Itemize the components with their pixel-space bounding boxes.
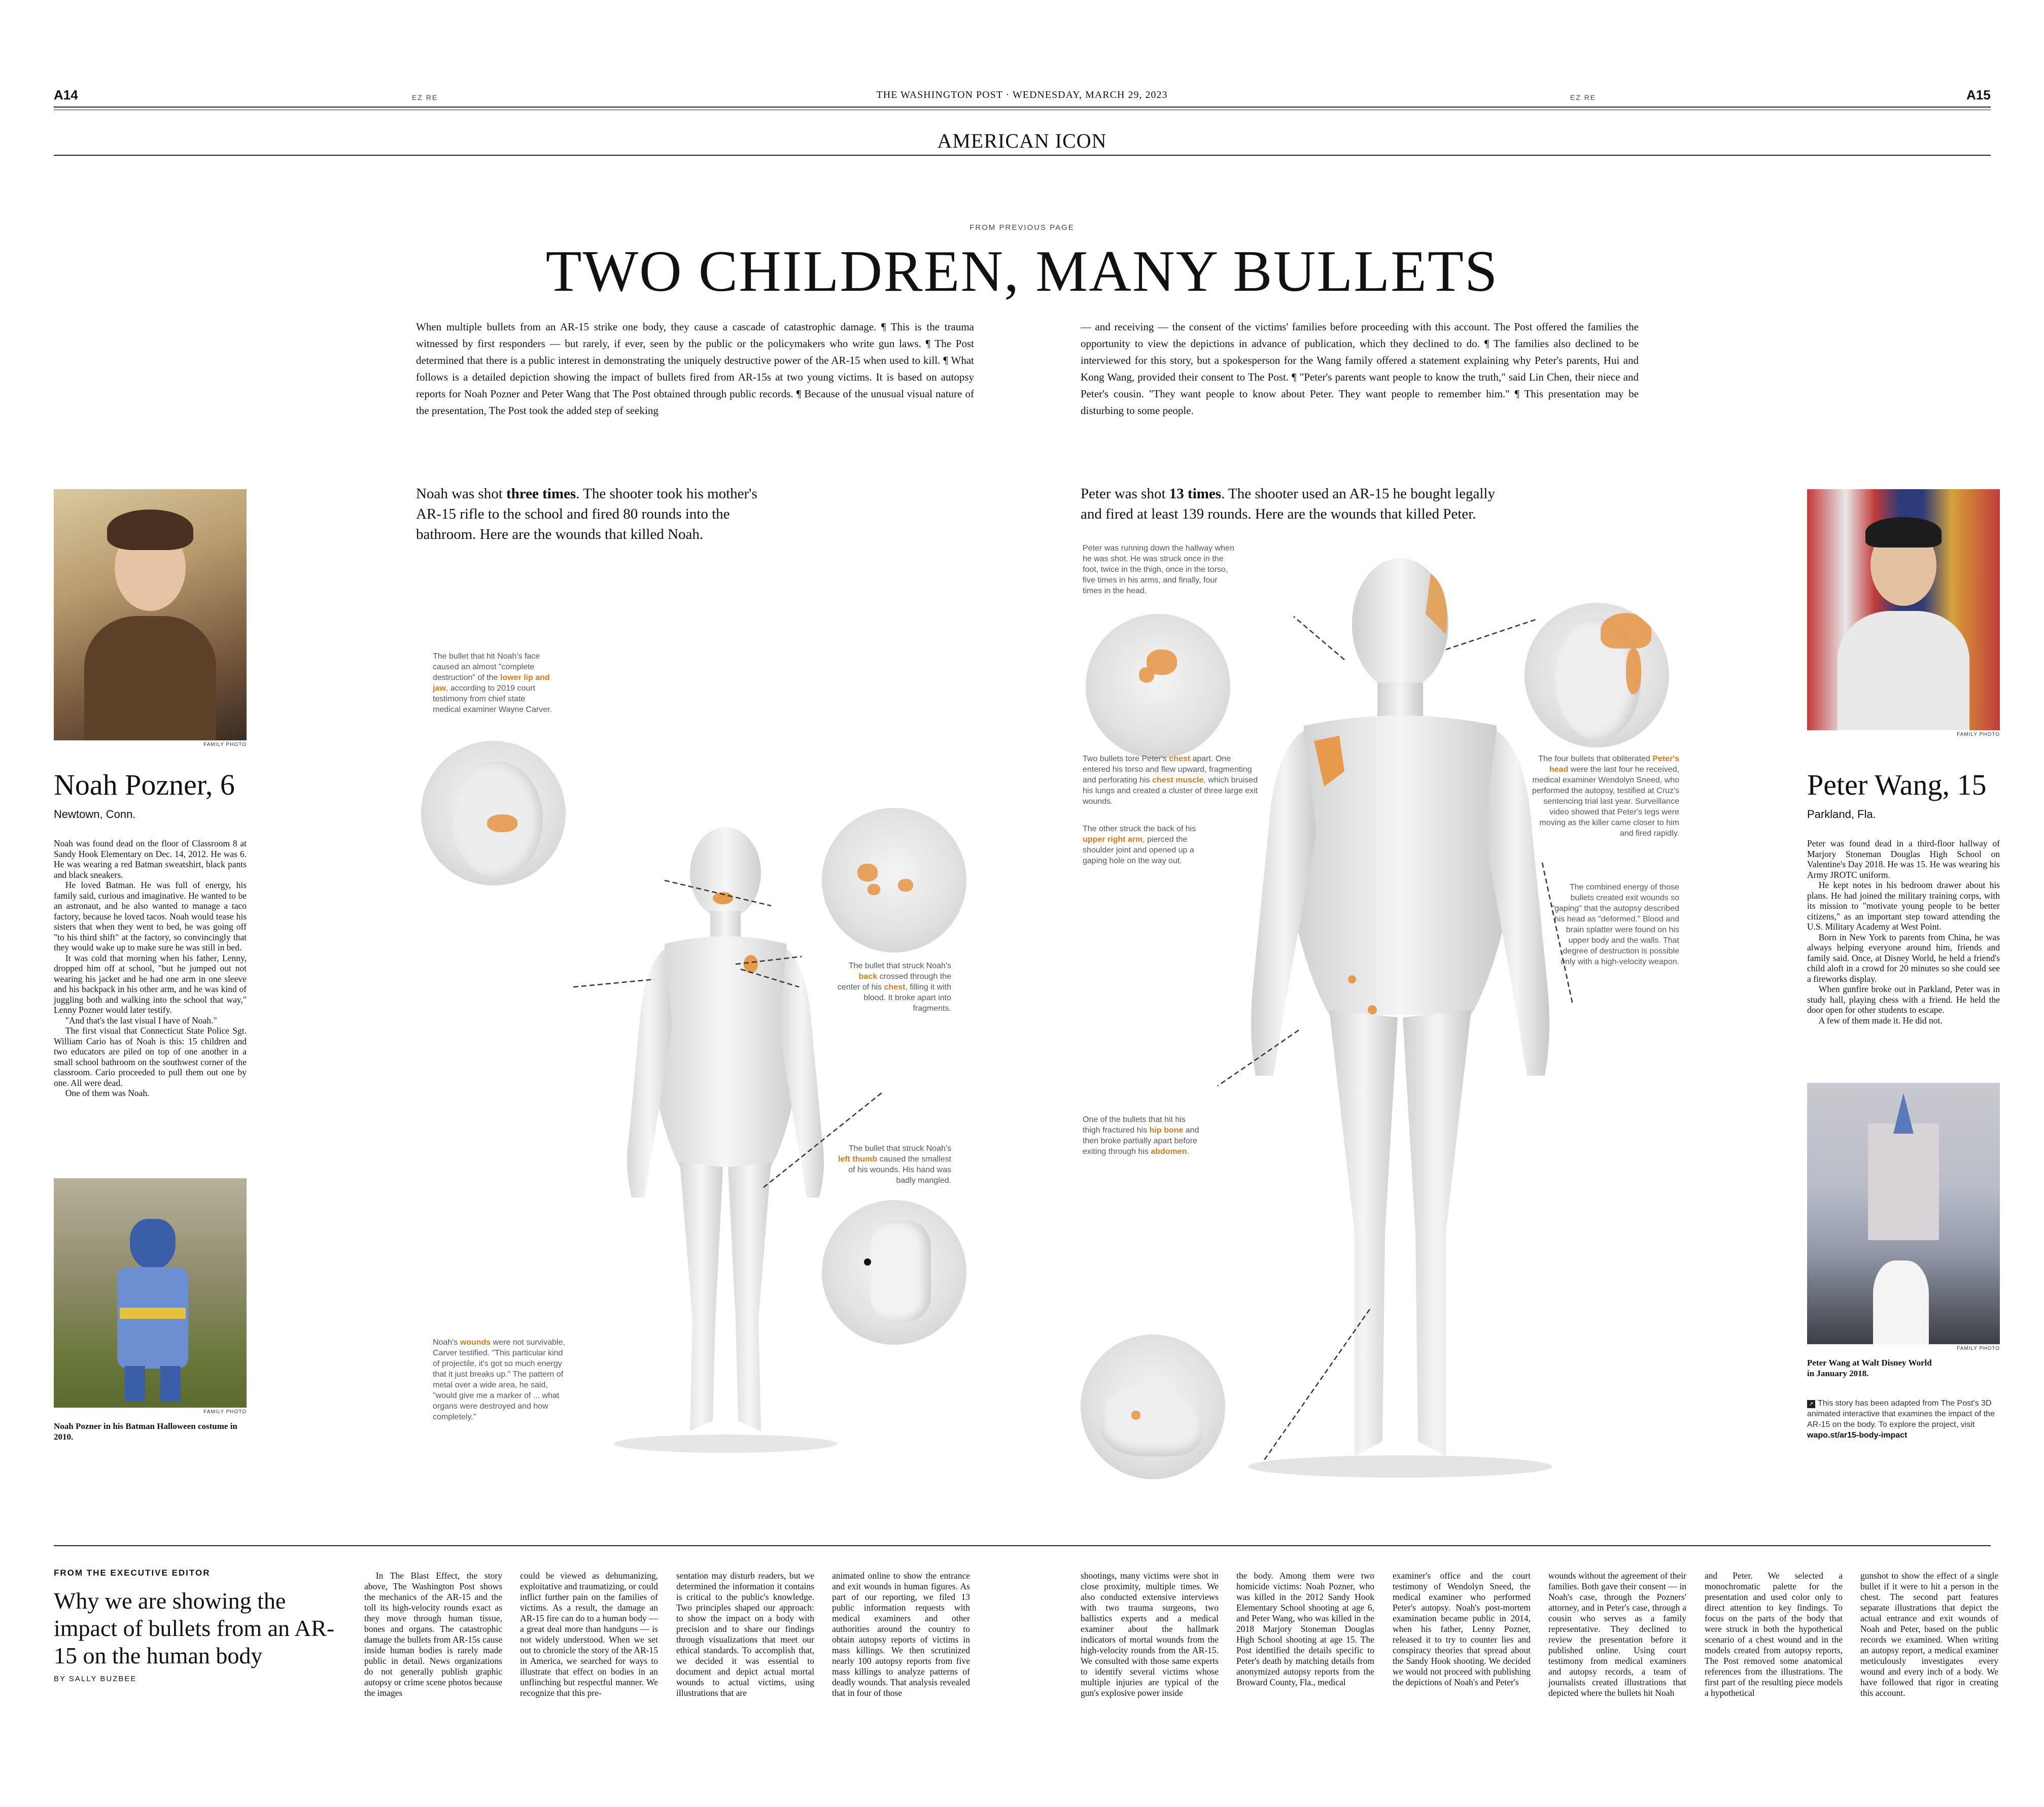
- noah-note-thumb-text-end: caused the smallest of his wounds. His hand was badly mangled.: [848, 1155, 951, 1185]
- noah-photo-credit: FAMILY PHOTO: [203, 742, 247, 747]
- peter-lead-text-end: . The shooter used an AR-15 he bought legally and fired at least 139 rounds. Here are the wounds that killed Peter.: [1081, 486, 1495, 522]
- noah-shoulder-closeup: [822, 808, 966, 952]
- noah-hand-closeup: [822, 1200, 966, 1345]
- noah-note-jaw-highlight: lower lip and jaw: [433, 673, 550, 693]
- editor-col-5: shootings, many victims were shot in close proximity, multiple times. We also conducted extensive interviews with two trauma surgeons, two ballistics experts and a medical examiner about the hallmark indicators of mortal wounds from the high-velocity rounds from the AR-15. We consulted with those same experts to identify several victims whose multiple injuries are typical of the gun's explosive power inside: [1081, 1571, 1219, 1698]
- noah-note-wounds-text-end: were not survivable, Carver testified. "This particular kind of projectile, it's got so much energy that it just breaks up." The pattern of metal over a wide area, he said, "would give me a marker of ... what organs were destroyed and how completely.": [433, 1338, 565, 1421]
- peter-note-chest-highlight: chest: [1169, 755, 1191, 763]
- noah-lead-bold: three times: [506, 486, 576, 502]
- peter-town: Parkland, Fla.: [1807, 808, 1876, 821]
- noah-town: Newtown, Conn.: [54, 808, 136, 821]
- peter-note-hip-text-mid: and then broke partially apart before exiting through his: [1083, 1126, 1199, 1156]
- noah-bio-p1: Noah was found dead on the floor of Classroom 8 at Sandy Hook Elementary on Dec. 14, 2012. He was 6. He was wearing a red Batman sweatshirt, black pants and black sneakers.: [54, 838, 247, 880]
- folio-right: A15: [1966, 87, 1991, 103]
- noah-bio-p6: One of them was Noah.: [65, 1088, 150, 1098]
- edition-mark-right: EZ RE: [1570, 93, 1597, 101]
- peter-note-arm: [1083, 824, 1215, 866]
- noah-note-wounds-highlight: wounds: [460, 1338, 491, 1347]
- noah-bio: [54, 838, 247, 1099]
- noah-note-thumb: [835, 1143, 951, 1186]
- peter-lead: [1081, 484, 1512, 524]
- noah-bio-p2: He loved Batman. He was full of energy, his family said, curious and imaginative. He wanted to be an astronaut, and he also wanted to manage a taco factory, because he loved tacos. Noah would tease his sisters that when they went to bed, he was going off "to his third shift" at the factory, so convincingly that they would wake up to make sure he was still in bed.: [54, 880, 247, 952]
- noah-photo2-credit: FAMILY PHOTO: [203, 1409, 247, 1415]
- peter-note-chest: [1083, 754, 1260, 807]
- peter-note-hip: [1083, 1114, 1204, 1157]
- peter-note-hip-text: One of the bullets that hit his thigh fractured his: [1083, 1115, 1186, 1135]
- peter-bio-p5: A few of them made it. He did not.: [1818, 1015, 1943, 1026]
- peter-note-hip-highlight-2: abdomen: [1151, 1147, 1187, 1156]
- peter-photo2-credit: FAMILY PHOTO: [1957, 1346, 2000, 1351]
- noah-photo2-caption: Noah Pozner in his Batman Halloween costume in 2010.: [54, 1421, 237, 1442]
- noah-note-wounds: [433, 1337, 570, 1422]
- noah-note-back-text: The bullet that struck Noah's: [848, 962, 951, 970]
- noah-lead: [416, 484, 781, 544]
- editor-col-4: animated online to show the entrance and exit wounds in human figures. As part of our reporting, we filed 13 public information requests with medical examiners and other authorities around the country to obtain autopsy reports of victims in mass killings. We then scrutinized nearly 100 autopsy reports from five mass killings to analyze patterns of deadly wounds. That analysis revealed that in four of those: [832, 1571, 970, 1698]
- peter-adapted-link[interactable]: wapo.st/ar15-body-impact: [1807, 1431, 1908, 1440]
- editor-col-2: could be viewed as dehumanizing, exploitative and traumatizing, or could inflict further pain on the families of victims. As a result, the damage an AR-15 fire can do to a human body — a great deal more than handguns — is not widely understood. When we set out to chronicle the story of the AR-15 in America, we searched for ways to illustrate that effect on bodies in an unflinching but respectful manner. We recognize that this pre-: [520, 1571, 658, 1698]
- noah-note-jaw: [433, 651, 555, 715]
- peter-note-chest-highlight-2: chest muscle: [1152, 776, 1204, 785]
- peter-note-arm-text-end: , pierced the shoulder joint and opened up a gaping hole on the way out.: [1083, 835, 1194, 865]
- peter-bio-p1: Peter was found dead in a third-floor hallway of Marjory Stoneman Douglas High School on Valentine's Day 2018. He was 15. He was wearing his Army JROTC uniform.: [1807, 838, 2000, 880]
- story-title: TWO CHILDREN, MANY BULLETS: [545, 239, 1499, 304]
- noah-note-back-text-mid: crossed through the center of his: [837, 972, 951, 992]
- noah-name: Noah Pozner, 6: [54, 768, 235, 801]
- noah-note-wounds-text: Noah's: [433, 1338, 460, 1347]
- peter-photo-credit: FAMILY PHOTO: [1957, 732, 2000, 737]
- noah-bio-p4: "And that's the last visual I have of Noah.": [65, 1015, 217, 1026]
- intro-left: When multiple bullets from an AR-15 strike one body, they cause a cascade of catastrophic damage. ¶ This is the trauma witnessed by first responders — but rarely, if ever, seen by the public or the policymakers who write gun laws. ¶ The Post determined that there is a public interest in demonstrating the uniquely destructive power of the AR-15 when used to kill. ¶ What follows is a detailed depiction showing the impact of bullets fired from AR-15s at two young victims. It is based on autopsy reports for Noah Pozner and Peter Wang that The Post obtained through public records. ¶ Because of the unusual visual nature of the presentation, The Post took the added step of seeking: [416, 321, 974, 417]
- kicker: FROM PREVIOUS PAGE: [969, 223, 1075, 232]
- peter-photo2-caption: Peter Wang at Walt Disney World in January 2018.: [1807, 1358, 1932, 1378]
- intro-right: — and receiving — the consent of the victims' families before proceeding with this account. The Post offered the families the opportunity to view the depictions in advance of publication, which they declined to do. ¶ The families also declined to be interviewed for this story, but a spokesperson for the Wang family offered a statement explaining why Peter's parents, Hui and Kong Wang, provided their consent to The Post. ¶ "Peter's parents want people to know the truth," said Lin Chen, their niece and Peter's cousin. "They want people to know about Peter. They want people to remember him." ¶ This presentation may be disturbing to some people.: [1081, 321, 1639, 417]
- peter-note-hip-text-end: .: [1187, 1147, 1189, 1156]
- peter-head-closeup: [1525, 603, 1669, 747]
- editor-col-9: and Peter. We selected a monochromatic palette for the presentation and used color only to direct attention to key findings. To focus on the parts of the body that were struck in both the hypothetical scenario of a chest wound and in the models created from autopsy reports, The Post removed some anatomical references from the illustrations. The first part of the resulting piece models a hypothetical: [1705, 1571, 1843, 1698]
- folio-left: A14: [54, 87, 78, 103]
- peter-note-head-text-end: were the last four he received, medical examiner Wendolyn Sneed, who performed the autopsy, testified at Cruz's sentencing trial last year. Surveillance video showed that Peter's legs were moving as the killer came closer to him and fired rapidly.: [1532, 765, 1679, 838]
- peter-note-arm-highlight: upper right arm: [1083, 835, 1143, 844]
- peter-note-intro: Peter was running down the hallway when he was shot. He was struck once in the foot, twice in the thigh, once in the torso, five times in his arms, and finally, four times in the head.: [1083, 544, 1234, 595]
- noah-batman-photo: [54, 1178, 247, 1408]
- peter-lead-text: Peter was shot: [1081, 486, 1169, 502]
- peter-note-head: [1527, 754, 1679, 839]
- peter-note-chest-text: Two bullets tore Peter's: [1083, 755, 1169, 763]
- noah-note-thumb-text: The bullet that struck Noah's: [848, 1144, 951, 1153]
- bottom-rule: [54, 1545, 1991, 1546]
- peter-foot-closeup: [1081, 1335, 1225, 1479]
- editor-col-7: examiner's office and the court testimony of Wendolyn Sneed, the medical examiner who performed Peter's autopsy. Noah's post-mortem examination became public in 2014, when his father, Lenny Pozner, released it to try to counter lies and conspiracy theories that spread about the Sandy Hook shooting. We decided we would not proceed with publishing the depictions of Noah's and Peter's: [1393, 1571, 1531, 1687]
- peter-note-head-highlight: Peter's head: [1549, 755, 1679, 774]
- peter-note-chest-text-end: , which bruised his lungs and created a cluster of three large exit wounds.: [1083, 776, 1258, 806]
- peter-note-head-text: The four bullets that obliterated: [1538, 755, 1653, 763]
- peter-bio-p4: When gunfire broke out in Parkland, Peter was in study hall, playing chess with a friend. He held the door open for other students to escape.: [1807, 984, 2000, 1015]
- noah-note-back-highlight: back: [858, 972, 878, 981]
- section-label: AMERICAN ICON: [937, 129, 1107, 152]
- editor-label: FROM THE EXECUTIVE EDITOR: [54, 1568, 211, 1578]
- masthead: THE WASHINGTON POST · WEDNESDAY, MARCH 29, 2023: [876, 89, 1168, 100]
- peter-lead-bold: 13 times: [1169, 486, 1222, 502]
- peter-photo: [1807, 489, 2000, 730]
- editor-byline: BY SALLY BUZBEE: [54, 1675, 137, 1683]
- noah-bio-p3: It was cold that morning when his father, Lenny, dropped him off at school, "but he jumped out not wearing his jacket and he had one arm in one sleeve and his backpack in his other arm, and he was kind of juggling both and walking into the school that way," Lenny Pozner would later testify.: [54, 952, 247, 1015]
- noah-note-thumb-highlight: left thumb: [838, 1155, 878, 1164]
- noah-photo: [54, 489, 247, 740]
- peter-bio-p3: Born in New York to parents from China, he was always helping everyone around him, friends and family said. Once, at Disney World, he held a friend's child aloft in a crowd for 20 minutes so she could see a fireworks display.: [1807, 932, 2000, 984]
- peter-disney-photo: [1807, 1083, 2000, 1344]
- editor-headline: Why we are showing the impact of bullets from an AR-15 on the human body: [54, 1588, 335, 1668]
- noah-note-jaw-text: The bullet that hit Noah's face caused an almost "complete destruction" of the: [433, 652, 540, 682]
- peter-note-energy: The combined energy of those bullets created exit wounds so "gaping" that the autopsy described his head as "deformed." Blood and brain splatter were found on his upper body and the walls. That degree of destruction is possible only with a high-velocity weapon.: [1551, 883, 1679, 966]
- edition-mark-left: EZ RE: [412, 93, 438, 101]
- noah-bio-p5: The first visual that Connecticut State Police Sgt. William Cario has of Noah is this: 15 children and two educators are piled on top of one another in a small school bathroom on the southwest corner of the classroom. Cario proceeded to pull them out one by one. All were dead.: [54, 1026, 247, 1088]
- interactive-icon: ↗: [1807, 1400, 1815, 1408]
- editor-col-6: the body. Among them were two homicide victims: Noah Pozner, who was killed in the 2012 Sandy Hook Elementary School shooting at age 6, and Peter Wang, who was killed in the 2018 Marjory Stoneman Douglas High School shooting at age 15. The Post identified the details specific to Peter's death by matching details from anonymized autopsy reports from the Broward County, Fla., medical: [1236, 1571, 1374, 1687]
- peter-note-arm-text: The other struck the back of his: [1083, 825, 1196, 833]
- peter-note-chest-text-mid: apart. One entered his torso and flew upward, fragmenting and perforating his: [1083, 755, 1252, 785]
- noah-lead-text: Noah was shot: [416, 486, 507, 502]
- header-rule: [54, 107, 1991, 108]
- editor-col-3: sentation may disturb readers, but we determined the information it contains is critical to the public's knowledge. Two principles shaped our approach: to show the impact on a body with precision and to share our findings through visualizations that meet our ethical standards. To accomplish that, we decided it was essential to document and depict actual mortal wounds to actual victims, using illustrations that are: [676, 1571, 814, 1698]
- noah-lead-text-end: . The shooter took his mother's AR-15 rifle to the school and fired 80 rounds into the bathroom. Here are the wounds that killed Noah.: [416, 486, 757, 542]
- peter-adapted-note-text: This story has been adapted from The Post's 3D animated interactive that examines the impact of the AR-15 on the body. To explore the project, visit: [1807, 1399, 1995, 1429]
- noah-note-back: [835, 961, 951, 1014]
- noah-jaw-closeup: [421, 741, 566, 885]
- editor-col-1: In The Blast Effect, the story above, The Washington Post shows the mechanics of the AR-15 and the toll its high-velocity rounds exact as they move through human tissue, bones and organs. The catastrophic damage the bullets from AR-15s cause inside human bodies is rarely made public in detail. News organizations do not generally publish graphic autopsy or crime scene photos because the images: [364, 1571, 502, 1698]
- peter-name: Peter Wang, 15: [1807, 768, 1987, 801]
- editor-col-8: wounds without the agreement of their families. Both gave their consent — in Noah's case, through the Pozners' attorney, and in Peter's case, through a cousin who serves as a family representative. They declined to review the presentation before it published online. Using court testimony from medical examiners and autopsy records, a team of journalists created illustrations that depicted where the bullets hit Noah: [1548, 1571, 1686, 1698]
- noah-note-back-highlight-2: chest: [884, 983, 906, 992]
- peter-adapted-note: [1807, 1398, 2000, 1441]
- peter-chest-closeup: [1086, 614, 1230, 759]
- peter-bio-p2: He kept notes in his bedroom drawer about his plans. He had joined the military training corps, with its mission to "motivate young people to be better citizens," as an important step toward attending the U.S. Military Academy at West Point.: [1807, 880, 2000, 932]
- section-rule: [54, 155, 1991, 156]
- editor-col-10: gunshot to show the effect of a single bullet if it were to hit a person in the chest. The second part features separate illustrations that depict the actual entrance and exit wounds of Noah and Peter, based on the public records we examined. When writing an autopsy report, a medical examiner meticulously investigates every wound and every inch of a body. We have followed that rigor in creating this account.: [1860, 1571, 1998, 1698]
- peter-bio: [1807, 838, 2000, 1026]
- noah-note-back-text-end: , filling it with blood. It broke apart into fragments.: [863, 983, 951, 1013]
- noah-note-jaw-text-end: , according to 2019 court testimony from chief state medical examiner Wayne Carver.: [433, 684, 552, 714]
- peter-note-hip-highlight: hip bone: [1149, 1126, 1184, 1135]
